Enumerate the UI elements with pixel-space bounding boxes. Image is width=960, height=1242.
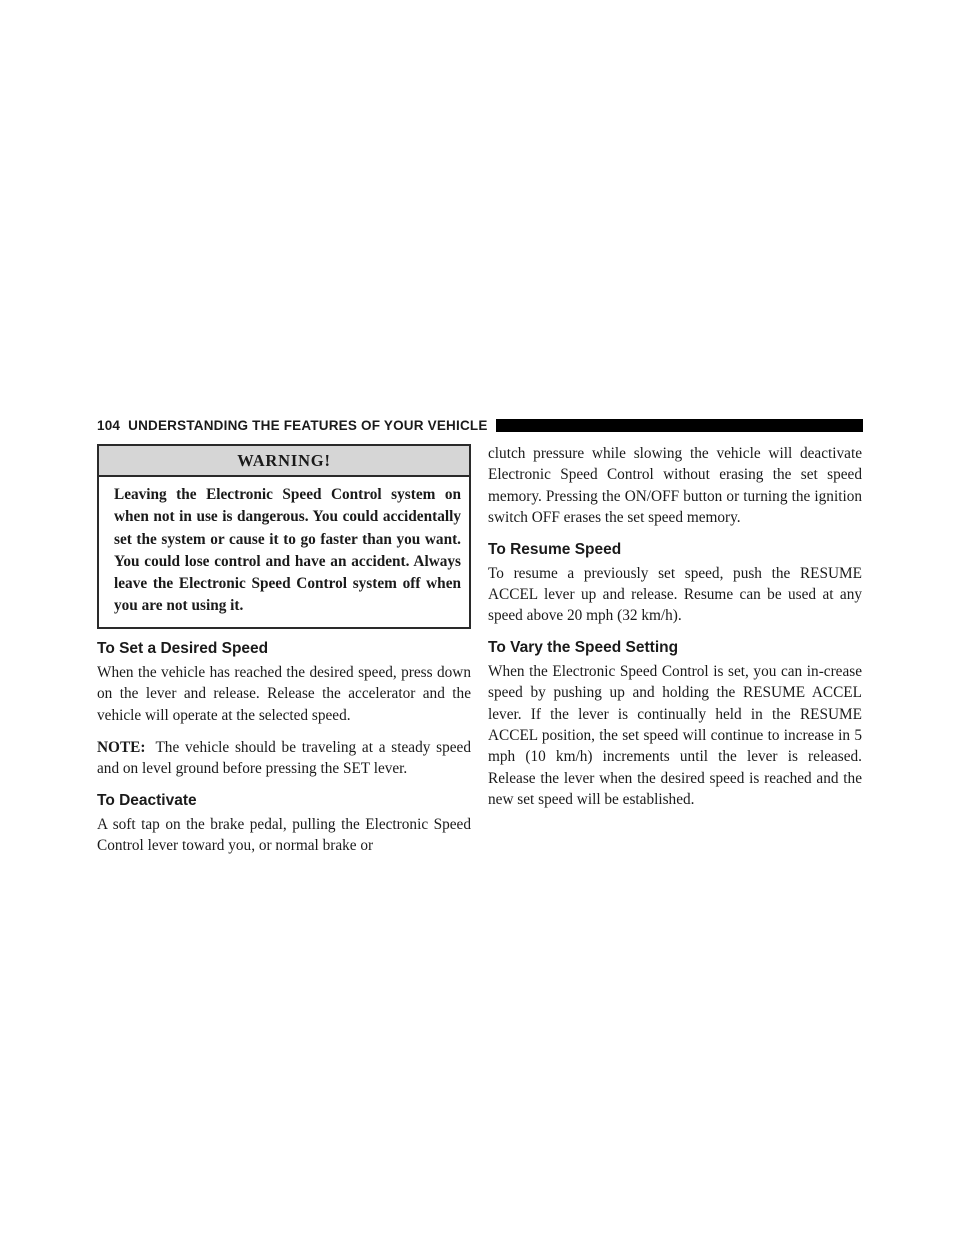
note-paragraph <box>97 737 471 780</box>
note-label: NOTE: <box>97 739 146 756</box>
vary-speed-text: When the Electronic Speed Control is set, you can in-crease speed by pushing up and holding the RESUME ACCEL lever. If the lever is continually held in the RESUME ACCEL position, the set speed will continue to increase in 5 mph (10 km/h) increments until the lever is released. Release the lever when the desired speed is reached and the new set speed will be established. <box>488 662 862 809</box>
deactivate-text-part1: A soft tap on the brake pedal, pulling the Electronic Speed Control lever toward you, or normal brake or <box>97 815 471 855</box>
heading-vary-speed: To Vary the Speed Setting <box>488 638 679 656</box>
left-column <box>97 444 471 868</box>
note-text: The vehicle should be traveling at a steady speed and on level ground before pressing the SET lever. <box>97 739 471 778</box>
heading-resume-speed: To Resume Speed <box>488 540 622 558</box>
page-number: 104 <box>97 417 121 433</box>
heading-deactivate: To Deactivate <box>97 791 197 809</box>
resume-speed-text: To resume a previously set speed, push the RESUME ACCEL lever up and release. Resume can be used at any speed above 20 mph (32 km/h). <box>488 564 862 625</box>
warning-text: Leaving the Electronic Speed Control system on when not in use is dangerous. You could accidentally set the system or cause it to go faster than you want. You could lose control and have an accident. Always leave the Electronic Speed Control system off when you are not using it. <box>114 486 461 615</box>
section-title: UNDERSTANDING THE FEATURES OF YOUR VEHICLE <box>128 417 488 433</box>
deactivate-text-part2: clutch pressure while slowing the vehicle will deactivate Electronic Speed Control without erasing the set speed memory. Pressing the ON/OFF button or turning the ignition switch OFF erases the set speed memory. <box>488 445 862 527</box>
heading-set-speed: To Set a Desired Speed <box>97 639 269 657</box>
right-column <box>488 444 862 822</box>
set-speed-text: When the vehicle has reached the desired speed, press down on the lever and release. Release the accelerator and the vehicle will operate at the selected speed. <box>97 663 471 724</box>
warning-title: WARNING! <box>99 446 469 477</box>
header-rule <box>496 419 863 432</box>
warning-box <box>97 444 471 629</box>
page-header <box>97 416 863 434</box>
